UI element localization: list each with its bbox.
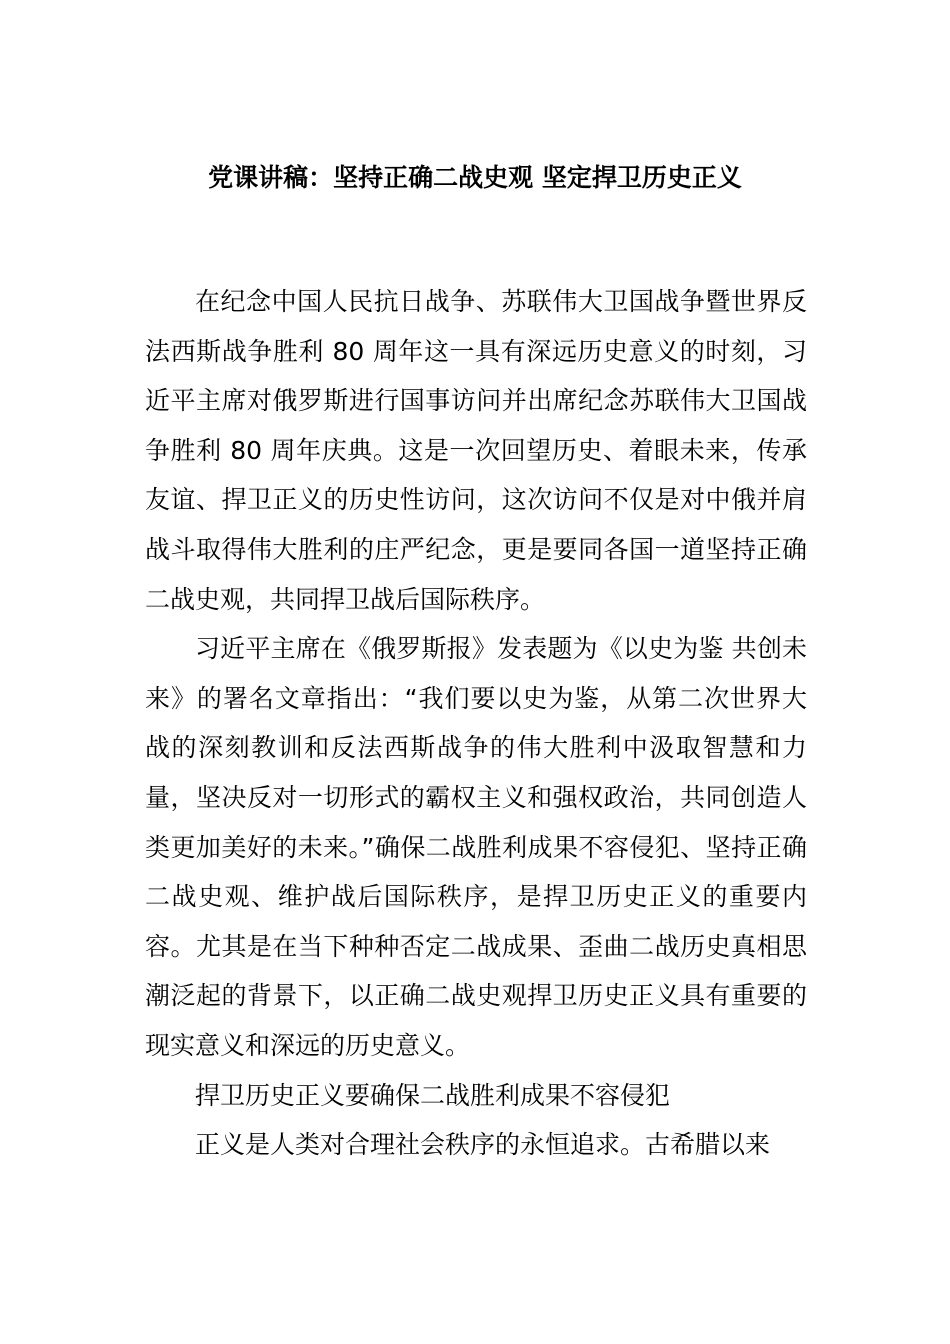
paragraph-justice: 正义是人类对合理社会秩序的永恒追求。古希腊以来 <box>195 1130 771 1160</box>
paragraph-article-quote: 习近平主席在《俄罗斯报》发表题为《以史为鉴 共创未来》的署名文章指出：“我们要以史为鉴，从第二次世界大战的深刻教训和反法西斯战争的伟大胜利中汲取智慧和力量，坚决反对一切形式的霸权主义和强权政治，共同创造人类更加美好的未来。”确保二战胜利成果不容侵犯、坚持正确二战史观、维护战后国际秩序，是捍卫历史正义的重要内容。尤其是在当下种种否定二战成果、歪曲二战历史真相思潮泛起的背景下，以正确二战史观捍卫历史正义具有重要的现实意义和深远的历史意义。 <box>145 634 807 1060</box>
section-heading: 捍卫历史正义要确保二战胜利成果不容侵犯 <box>195 1080 671 1110</box>
document-title: 党课讲稿：坚持正确二战史观 坚定捍卫历史正义 <box>208 163 742 192</box>
document-body <box>145 277 807 1170</box>
paragraph-intro: 在纪念中国人民抗日战争、苏联伟大卫国战争暨世界反法西斯战争胜利 80 周年这一具有深远历史意义的时刻，习近平主席对俄罗斯进行国事访问并出席纪念苏联伟大卫国战争胜利 80 周年庆典。这是一次回望历史、着眼未来，传承友谊、捍卫正义的历史性访问，这次访问不仅是对中俄并肩战斗取得伟大胜利的庄严纪念，更是要同各国一道坚持正确二战史观，共同捍卫战后国际秩序。 <box>145 287 807 614</box>
